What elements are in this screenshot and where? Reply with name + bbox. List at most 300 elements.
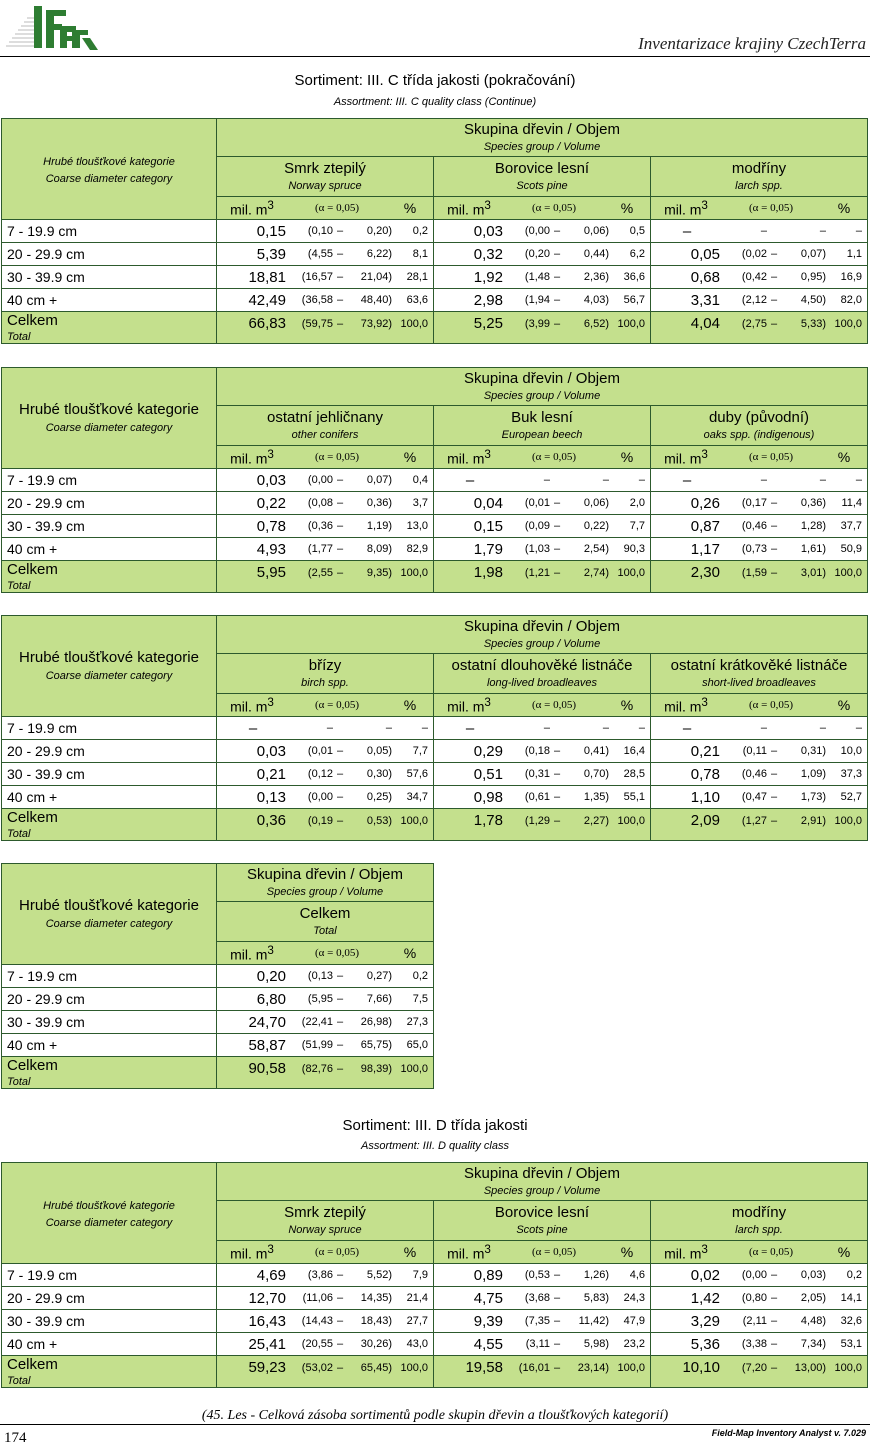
ci-separator: – xyxy=(770,1361,778,1374)
ci-upper: 5,98) xyxy=(583,1338,609,1350)
unit-text: mil. m xyxy=(230,201,268,218)
value-cell xyxy=(434,717,651,740)
ci-lower: – xyxy=(760,722,767,734)
value-cell xyxy=(217,469,434,492)
species-header-cell xyxy=(651,654,868,694)
total-label-cz: Celkem xyxy=(7,808,58,826)
percent-value: – xyxy=(421,722,428,734)
table-row xyxy=(2,492,868,515)
table-row xyxy=(2,1333,868,1356)
ci-separator: – xyxy=(336,1292,344,1304)
total-value-cell xyxy=(434,809,651,841)
ci-lower: (0,08 xyxy=(307,497,333,509)
value-cell xyxy=(651,243,868,266)
volume-value: 0,13 xyxy=(256,788,286,806)
ci-lower: (3,86 xyxy=(307,1269,333,1281)
ci-lower: (11,06 xyxy=(302,1292,333,1304)
unit-header-cell xyxy=(217,942,434,965)
ci-lower: (1,21 xyxy=(524,566,550,579)
unit-header-cell xyxy=(434,446,651,469)
volume-value: – xyxy=(682,719,692,737)
ci-lower: (1,94 xyxy=(524,294,550,306)
ci-lower: (2,12 xyxy=(741,294,767,306)
ci-separator: – xyxy=(336,543,344,555)
ci-lower: (7,35 xyxy=(524,1315,550,1327)
ci-lower: (16,01 xyxy=(518,1361,550,1374)
value-cell xyxy=(217,266,434,289)
value-cell xyxy=(651,717,868,740)
ci-separator: – xyxy=(336,1315,344,1327)
value-cell xyxy=(434,492,651,515)
ci-lower: (7,20 xyxy=(741,1361,767,1374)
value-cell xyxy=(434,243,651,266)
percent-value: 6,2 xyxy=(629,248,645,260)
ci-lower: (14,43 xyxy=(301,1315,333,1327)
ci-upper: 0,07) xyxy=(800,248,826,260)
row-label: 20 - 29.9 cm xyxy=(2,988,217,1011)
group-header-cell xyxy=(217,1163,868,1201)
ci-separator: – xyxy=(336,225,344,237)
footer-rule xyxy=(0,1424,870,1425)
volume-value: 42,49 xyxy=(248,291,286,309)
unit-label xyxy=(217,1243,287,1262)
ci-separator: – xyxy=(553,225,561,237)
ci-upper: 11,42) xyxy=(578,1315,609,1327)
value-cell xyxy=(651,1264,868,1287)
ci-upper: 23,14) xyxy=(577,1361,609,1374)
section-title: Sortiment: III. C třída jakosti (pokračování) xyxy=(294,72,576,89)
percent-label: % xyxy=(403,200,417,216)
ci-separator: – xyxy=(770,271,778,283)
volume-value: 24,70 xyxy=(248,1013,286,1031)
total-volume-value: 5,95 xyxy=(256,564,286,581)
species-name-cz: modříny xyxy=(731,1203,787,1221)
unit-text: mil. m xyxy=(664,1245,702,1262)
group-header-cell xyxy=(217,368,868,406)
volume-value: 0,03 xyxy=(256,742,286,760)
total-label-en: Total xyxy=(7,1075,31,1088)
ci-upper: 0,03) xyxy=(800,1269,826,1281)
percent-label: % xyxy=(837,449,851,465)
row-header-cell xyxy=(2,368,217,469)
total-volume-value: 5,25 xyxy=(473,315,503,332)
total-volume-value: 59,23 xyxy=(248,1359,286,1376)
ci-lower: (1,03 xyxy=(524,543,550,555)
ci-upper: 0,27) xyxy=(366,970,392,982)
percent-value: 24,3 xyxy=(623,1292,645,1304)
percent-value: 2,0 xyxy=(629,497,645,509)
percent-label: % xyxy=(403,1244,417,1260)
total-volume-value: 4,04 xyxy=(690,315,720,332)
species-name-en: Total xyxy=(313,925,337,938)
ci-lower: (0,80 xyxy=(741,1292,767,1304)
species-name-en: long-lived broadleaves xyxy=(486,677,598,690)
percent-value: – xyxy=(855,225,863,237)
ci-lower: (3,68 xyxy=(524,1292,550,1304)
table-row xyxy=(2,763,868,786)
total-percent-value: 100,0 xyxy=(400,1361,428,1374)
value-cell xyxy=(217,740,434,763)
row-label: 20 - 29.9 cm xyxy=(2,1287,217,1310)
percent-value: 10,0 xyxy=(840,745,863,757)
row-header-cz: Hrubé tloušťkové kategorie xyxy=(43,1200,175,1213)
section-subtitle: Assortment: III. C quality class (Continue) xyxy=(333,96,537,108)
species-header-cell xyxy=(217,406,434,446)
ci-separator: – xyxy=(553,543,561,555)
row-label: 30 - 39.9 cm xyxy=(2,515,217,538)
species-name-cz: Buk lesní xyxy=(511,408,573,426)
ci-lower: (0,11 xyxy=(742,745,767,757)
unit-text: mil. m xyxy=(447,698,485,715)
species-name-en: Scots pine xyxy=(516,180,568,193)
volume-value: 4,75 xyxy=(473,1289,503,1307)
ci-lower: (0,19 xyxy=(307,814,333,827)
total-row xyxy=(2,1356,868,1388)
percent-value: 27,3 xyxy=(406,1016,428,1028)
volume-value: – xyxy=(682,471,692,489)
volume-value: 0,98 xyxy=(473,788,503,806)
unit-label xyxy=(651,448,721,467)
species-header-cell xyxy=(651,406,868,446)
table-row xyxy=(2,988,434,1011)
row-label: 30 - 39.9 cm xyxy=(2,1310,217,1333)
total-value-cell xyxy=(434,312,651,344)
ci-separator: – xyxy=(770,520,778,532)
ci-separator: – xyxy=(553,1292,561,1304)
ci-upper: – xyxy=(819,225,826,237)
unit-label xyxy=(434,696,504,715)
volume-value: 3,31 xyxy=(690,291,720,309)
volume-value: 58,87 xyxy=(248,1036,286,1054)
ci-upper: 2,27) xyxy=(583,814,609,827)
ci-lower: (1,77 xyxy=(307,543,333,555)
volume-value: 2,98 xyxy=(473,291,503,309)
percent-value: 7,7 xyxy=(412,745,428,757)
total-value-cell xyxy=(217,561,434,593)
value-cell xyxy=(217,1264,434,1287)
group-header-cell xyxy=(217,616,868,654)
species-header-cell xyxy=(217,654,434,694)
ci-separator: – xyxy=(770,1338,778,1350)
unit-superscript: 3 xyxy=(484,695,491,709)
percent-value: 37,7 xyxy=(840,520,863,532)
ci-separator: – xyxy=(770,1292,778,1304)
unit-superscript: 3 xyxy=(267,447,274,461)
ci-upper: 1,26) xyxy=(583,1269,609,1281)
total-volume-value: 2,09 xyxy=(690,812,720,829)
ci-lower: (0,00 xyxy=(307,791,333,803)
row-label: 40 cm + xyxy=(2,1333,217,1356)
alpha-label: (α = 0,05) xyxy=(314,1246,360,1258)
ci-lower: (0,09 xyxy=(524,520,550,532)
ci-separator: – xyxy=(336,294,344,306)
volume-value: 4,69 xyxy=(256,1266,286,1284)
unit-text: mil. m xyxy=(447,450,485,467)
ci-upper: 0,41) xyxy=(583,745,609,757)
species-name-cz: Borovice lesní xyxy=(494,1203,590,1221)
page-number: 174 xyxy=(4,1430,27,1446)
ci-lower: (0,36 xyxy=(307,520,333,532)
total-label-en: Total xyxy=(7,827,31,840)
percent-value: 11,4 xyxy=(841,497,863,509)
unit-header-cell xyxy=(217,197,434,220)
percent-value: 53,1 xyxy=(840,1338,863,1350)
total-value-cell xyxy=(651,312,868,344)
ci-lower: (0,13 xyxy=(307,970,333,982)
value-cell xyxy=(217,515,434,538)
ci-separator: – xyxy=(336,566,344,579)
percent-value: 52,7 xyxy=(840,791,863,803)
percent-value: 27,7 xyxy=(406,1315,428,1327)
species-header-cell xyxy=(217,902,434,942)
ci-separator: – xyxy=(553,1315,561,1327)
table-row xyxy=(2,1310,868,1333)
unit-text: mil. m xyxy=(664,450,702,467)
species-header-cell xyxy=(434,654,651,694)
total-value-cell xyxy=(651,809,868,841)
alpha-label: (α = 0,05) xyxy=(314,699,360,711)
species-name-en: birch spp. xyxy=(301,677,349,690)
row-label: 30 - 39.9 cm xyxy=(2,763,217,786)
ci-lower: (22,41 xyxy=(301,1016,333,1028)
alpha-label: (α = 0,05) xyxy=(748,451,794,463)
value-cell xyxy=(651,266,868,289)
value-cell xyxy=(651,1333,868,1356)
row-header-cz: Hrubé tloušťkové kategorie xyxy=(43,156,175,169)
volume-value: 0,22 xyxy=(256,494,286,512)
ci-lower: (82,76 xyxy=(301,1062,333,1075)
ci-upper: 1,19) xyxy=(366,520,392,532)
ci-lower: (0,02 xyxy=(741,248,767,260)
ci-lower: – xyxy=(326,722,333,734)
value-cell xyxy=(217,538,434,561)
total-value-cell xyxy=(434,1356,651,1388)
total-label-cell xyxy=(2,809,217,841)
ci-upper: 4,48) xyxy=(800,1315,826,1327)
alpha-label: (α = 0,05) xyxy=(314,451,360,463)
total-row xyxy=(2,561,868,593)
ci-separator: – xyxy=(553,745,561,757)
ci-separator: – xyxy=(336,1269,344,1281)
value-cell xyxy=(651,515,868,538)
row-label: 40 cm + xyxy=(2,786,217,809)
unit-text: mil. m xyxy=(447,1245,485,1262)
percent-value: 56,7 xyxy=(623,294,645,306)
row-label: 30 - 39.9 cm xyxy=(2,266,217,289)
ci-upper: 5,83) xyxy=(583,1292,609,1304)
unit-label xyxy=(217,448,287,467)
row-header-cell xyxy=(2,119,217,220)
percent-value: 13,0 xyxy=(406,520,428,532)
ci-upper: 0,25) xyxy=(366,791,392,803)
volume-value: 25,41 xyxy=(248,1335,286,1353)
ci-separator: – xyxy=(770,543,778,555)
alpha-label: (α = 0,05) xyxy=(314,947,360,959)
unit-superscript: 3 xyxy=(701,198,708,212)
percent-value: – xyxy=(638,474,645,486)
percent-value: 3,7 xyxy=(412,497,428,509)
volume-value: 0,68 xyxy=(690,268,720,286)
volume-value: – xyxy=(682,222,692,240)
ci-upper: 5,52) xyxy=(366,1269,392,1281)
volume-value: 0,21 xyxy=(690,742,720,760)
value-cell xyxy=(434,220,651,243)
percent-value: 7,5 xyxy=(412,993,428,1005)
ci-upper: 4,03) xyxy=(583,294,609,306)
species-name-en: Scots pine xyxy=(516,1224,568,1237)
ci-lower: (1,48 xyxy=(524,271,550,283)
value-cell xyxy=(651,763,868,786)
percent-label: % xyxy=(620,200,634,216)
ci-upper: 0,36) xyxy=(800,497,826,509)
value-cell xyxy=(217,289,434,312)
total-value-cell xyxy=(217,1057,434,1089)
row-label: 7 - 19.9 cm xyxy=(2,965,217,988)
ci-lower: (16,57 xyxy=(301,271,333,283)
group-header-cz: Skupina dřevin / Objem xyxy=(247,865,403,883)
unit-text: mil. m xyxy=(230,450,268,467)
group-header-cell xyxy=(217,864,434,902)
row-header-cell xyxy=(2,864,217,965)
alpha-label: (α = 0,05) xyxy=(748,202,794,214)
ci-separator: – xyxy=(336,1338,344,1350)
total-percent-value: 100,0 xyxy=(834,566,863,579)
ci-separator: – xyxy=(336,497,344,509)
ci-separator: – xyxy=(770,317,778,330)
percent-value: 0,2 xyxy=(846,1269,863,1281)
value-cell xyxy=(434,1264,651,1287)
total-volume-value: 10,10 xyxy=(682,1359,720,1376)
ci-upper: 21,04) xyxy=(360,271,392,283)
group-header-cz: Skupina dřevin / Objem xyxy=(464,617,620,635)
total-percent-value: 100,0 xyxy=(400,566,428,579)
data-table xyxy=(1,615,868,841)
species-name-cz: ostatní dlouhověké listnáče xyxy=(451,656,633,674)
ci-lower: (51,99 xyxy=(301,1039,333,1051)
value-cell xyxy=(434,786,651,809)
ci-upper: 8,09) xyxy=(366,543,392,555)
species-name-cz: modříny xyxy=(731,159,787,177)
ci-upper: 1,73) xyxy=(800,791,826,803)
ci-separator: – xyxy=(336,1039,344,1051)
ci-lower: (0,46 xyxy=(741,520,767,532)
value-cell xyxy=(217,1333,434,1356)
value-cell xyxy=(217,1287,434,1310)
total-row xyxy=(2,1057,434,1089)
value-cell xyxy=(651,469,868,492)
row-header-cz: Hrubé tloušťkové kategorie xyxy=(19,649,199,667)
unit-label xyxy=(217,696,287,715)
group-header-en: Species group / Volume xyxy=(483,1185,601,1198)
group-header-en: Species group / Volume xyxy=(483,638,601,651)
unit-header-cell xyxy=(217,446,434,469)
ci-separator: – xyxy=(336,814,344,827)
table-row xyxy=(2,469,868,492)
percent-value: 34,7 xyxy=(406,791,428,803)
percent-value: 28,5 xyxy=(623,768,645,780)
percent-value: 82,0 xyxy=(840,294,863,306)
volume-value: 9,39 xyxy=(473,1312,503,1330)
ci-separator: – xyxy=(770,566,778,579)
unit-superscript: 3 xyxy=(484,447,491,461)
row-header-en: Coarse diameter category xyxy=(45,1217,173,1229)
percent-value: 0,4 xyxy=(412,474,428,486)
ci-upper: 0,95) xyxy=(800,271,826,283)
ci-lower: (59,75 xyxy=(301,317,333,330)
ci-upper: 0,36) xyxy=(366,497,392,509)
row-label: 7 - 19.9 cm xyxy=(2,469,217,492)
ci-separator: – xyxy=(553,271,561,283)
species-name-cz: Smrk ztepilý xyxy=(284,159,366,177)
ci-separator: – xyxy=(770,814,778,827)
value-cell xyxy=(217,717,434,740)
data-table xyxy=(1,1162,868,1388)
volume-value: 0,21 xyxy=(256,765,286,783)
unit-label xyxy=(434,448,504,467)
total-label-cell xyxy=(2,312,217,344)
volume-value: 0,02 xyxy=(690,1266,720,1284)
value-cell xyxy=(434,1310,651,1333)
volume-value: 16,43 xyxy=(248,1312,286,1330)
table-row xyxy=(2,965,434,988)
volume-value: 1,79 xyxy=(473,540,503,558)
total-percent-value: 100,0 xyxy=(400,1062,428,1075)
ci-lower: (53,02 xyxy=(301,1361,333,1374)
unit-header-cell xyxy=(651,197,868,220)
alpha-label: (α = 0,05) xyxy=(314,202,360,214)
table-row xyxy=(2,1034,434,1057)
volume-value: 4,55 xyxy=(473,1335,503,1353)
data-table xyxy=(1,863,434,1089)
table-row xyxy=(2,515,868,538)
species-header-cell xyxy=(434,1201,651,1241)
unit-superscript: 3 xyxy=(701,1242,708,1256)
total-volume-value: 0,36 xyxy=(256,812,286,829)
ci-upper: 13,00) xyxy=(794,1361,826,1374)
percent-value: 14,1 xyxy=(840,1292,863,1304)
unit-header-cell xyxy=(434,694,651,717)
ci-separator: – xyxy=(770,745,778,757)
ci-upper: 26,98) xyxy=(360,1016,392,1028)
ci-upper: 0,06) xyxy=(583,225,609,237)
volume-value: 1,92 xyxy=(473,268,503,286)
percent-value: 16,9 xyxy=(840,271,863,283)
ci-separator: – xyxy=(336,1062,344,1075)
volume-value: 1,17 xyxy=(690,540,720,558)
ci-lower: (1,27 xyxy=(741,814,767,827)
value-cell xyxy=(217,786,434,809)
total-value-cell xyxy=(434,561,651,593)
value-cell xyxy=(651,538,868,561)
ci-lower: (0,20 xyxy=(524,248,550,260)
ci-lower: (3,38 xyxy=(741,1338,767,1350)
percent-value: 0,5 xyxy=(629,225,645,237)
table-row xyxy=(2,220,868,243)
percent-value: 50,9 xyxy=(840,543,863,555)
value-cell xyxy=(434,538,651,561)
ci-separator: – xyxy=(553,1338,561,1350)
ci-separator: – xyxy=(336,248,344,260)
group-header-en: Species group / Volume xyxy=(483,390,601,403)
ci-lower: (2,55 xyxy=(307,566,333,579)
unit-header-cell xyxy=(651,1241,868,1264)
species-name-en: Norway spruce xyxy=(288,180,362,193)
ci-separator: – xyxy=(336,474,344,486)
row-header-cz: Hrubé tloušťkové kategorie xyxy=(19,897,199,915)
ci-upper: 2,05) xyxy=(800,1292,826,1304)
unit-header-cell xyxy=(434,197,651,220)
row-label: 7 - 19.9 cm xyxy=(2,220,217,243)
